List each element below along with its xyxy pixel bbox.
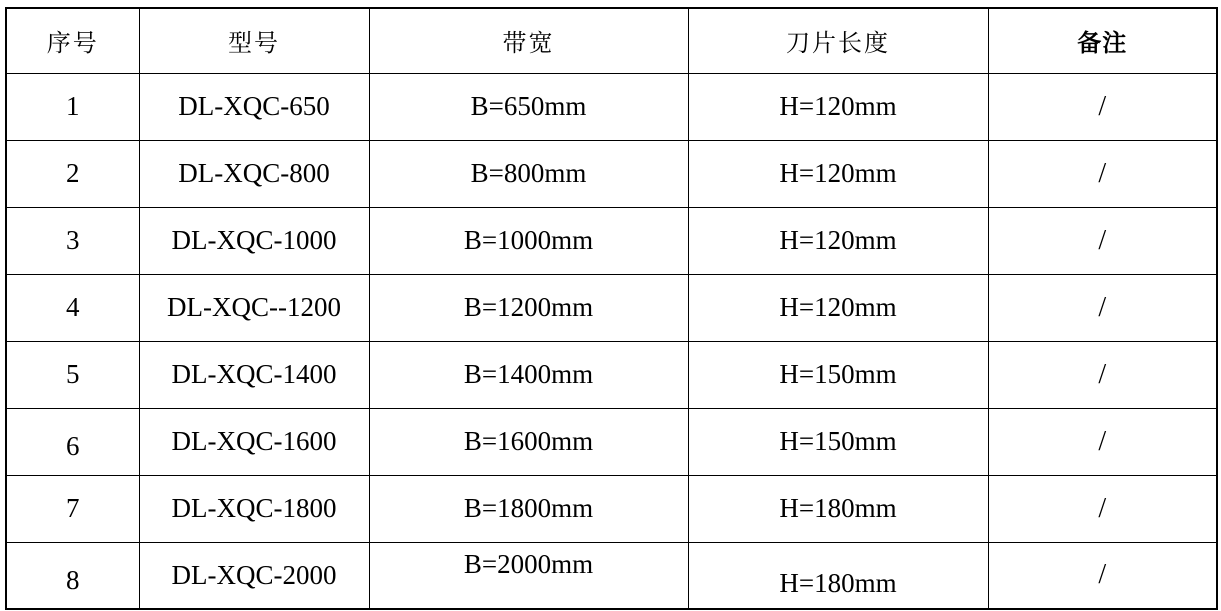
cell-index-value: 8	[66, 564, 80, 595]
cell-model	[139, 475, 369, 542]
column-header-model	[139, 8, 369, 73]
cell-model-value: DL-XQC-1000	[171, 225, 337, 255]
cell-model	[139, 207, 369, 274]
cell-model-value: DL-XQC-1800	[171, 493, 337, 523]
cell-band-width-value: B=1600mm	[463, 426, 594, 456]
cell-band-width	[369, 341, 688, 408]
column-header-model-label: 型号	[228, 31, 280, 58]
cell-index-value: 5	[66, 359, 80, 389]
cell-model	[139, 73, 369, 140]
cell-note-value: /	[1098, 425, 1107, 457]
cell-note	[988, 542, 1217, 609]
cell-note-value: /	[1098, 492, 1107, 524]
column-header-index-label: 序号	[46, 31, 99, 58]
product-spec-table	[5, 7, 1218, 610]
cell-note	[988, 341, 1217, 408]
cell-index	[6, 408, 139, 475]
cell-note-value: /	[1098, 291, 1107, 323]
cell-note	[988, 274, 1217, 341]
cell-blade-length	[688, 475, 988, 542]
cell-blade-length	[688, 207, 988, 274]
cell-blade-length-value: H=150mm	[779, 426, 897, 456]
cell-band-width-value: B=650mm	[470, 91, 587, 121]
table-row	[6, 475, 1217, 542]
cell-index	[6, 207, 139, 274]
cell-note-value: /	[1098, 90, 1107, 122]
cell-index	[6, 341, 139, 408]
cell-index	[6, 542, 139, 609]
cell-index-value: 1	[66, 91, 80, 121]
cell-index-value: 4	[66, 292, 80, 322]
cell-model-value: DL-XQC-2000	[171, 559, 337, 590]
table-row	[6, 542, 1217, 609]
column-header-index	[6, 8, 139, 73]
cell-model-value: DL-XQC-650	[178, 91, 330, 121]
table-row	[6, 73, 1217, 140]
cell-note-value: /	[1098, 157, 1107, 189]
cell-model	[139, 408, 369, 475]
cell-index	[6, 73, 139, 140]
cell-note	[988, 73, 1217, 140]
cell-blade-length	[688, 73, 988, 140]
cell-blade-length-value: H=120mm	[779, 91, 897, 121]
cell-band-width-value: B=800mm	[470, 158, 587, 188]
cell-note	[988, 408, 1217, 475]
cell-model	[139, 274, 369, 341]
cell-model	[139, 542, 369, 609]
cell-band-width	[369, 542, 688, 609]
cell-blade-length	[688, 341, 988, 408]
cell-blade-length-value: H=180mm	[779, 493, 897, 523]
cell-model-value: DL-XQC--1200	[167, 292, 341, 322]
cell-band-width-value: B=1000mm	[463, 225, 594, 255]
cell-blade-length-value: H=120mm	[779, 292, 897, 322]
cell-model	[139, 140, 369, 207]
cell-index-value: 7	[66, 493, 80, 523]
column-header-blade-length-label: 刀片长度	[786, 31, 890, 58]
cell-model-value: DL-XQC-1400	[171, 359, 337, 389]
table-row	[6, 207, 1217, 274]
table-row	[6, 274, 1217, 341]
column-header-note-label: 备注	[1077, 31, 1128, 58]
column-header-note	[988, 8, 1217, 73]
cell-blade-length	[688, 542, 988, 609]
cell-index	[6, 140, 139, 207]
table-row	[6, 140, 1217, 207]
cell-index-value: 3	[66, 225, 80, 255]
cell-band-width-value: B=1200mm	[463, 292, 594, 322]
cell-band-width	[369, 475, 688, 542]
cell-band-width	[369, 408, 688, 475]
cell-band-width	[369, 140, 688, 207]
cell-band-width-value: B=2000mm	[463, 548, 594, 579]
cell-model	[139, 341, 369, 408]
cell-blade-length-value: H=180mm	[779, 567, 897, 598]
cell-blade-length	[688, 408, 988, 475]
cell-note	[988, 207, 1217, 274]
cell-model-value: DL-XQC-1600	[171, 426, 337, 456]
cell-note	[988, 475, 1217, 542]
cell-note	[988, 140, 1217, 207]
cell-blade-length	[688, 274, 988, 341]
cell-blade-length	[688, 140, 988, 207]
column-header-blade-length	[688, 8, 988, 73]
cell-band-width	[369, 73, 688, 140]
table-header-row	[6, 8, 1217, 73]
cell-note-value: /	[1098, 358, 1107, 390]
cell-index	[6, 475, 139, 542]
cell-band-width	[369, 207, 688, 274]
cell-index-value: 2	[66, 158, 80, 188]
column-header-band-width-label: 带宽	[502, 31, 555, 58]
column-header-band-width	[369, 8, 688, 73]
cell-band-width-value: B=1800mm	[463, 493, 594, 523]
cell-band-width	[369, 274, 688, 341]
cell-note-value: /	[1098, 224, 1107, 256]
cell-blade-length-value: H=120mm	[779, 225, 897, 255]
table-row	[6, 408, 1217, 475]
cell-index	[6, 274, 139, 341]
cell-index-value: 6	[66, 431, 80, 461]
cell-blade-length-value: H=150mm	[779, 359, 897, 389]
cell-blade-length-value: H=120mm	[779, 158, 897, 188]
cell-note-value: /	[1098, 559, 1107, 591]
cell-band-width-value: B=1400mm	[463, 359, 594, 389]
cell-model-value: DL-XQC-800	[178, 158, 330, 188]
table-row	[6, 341, 1217, 408]
